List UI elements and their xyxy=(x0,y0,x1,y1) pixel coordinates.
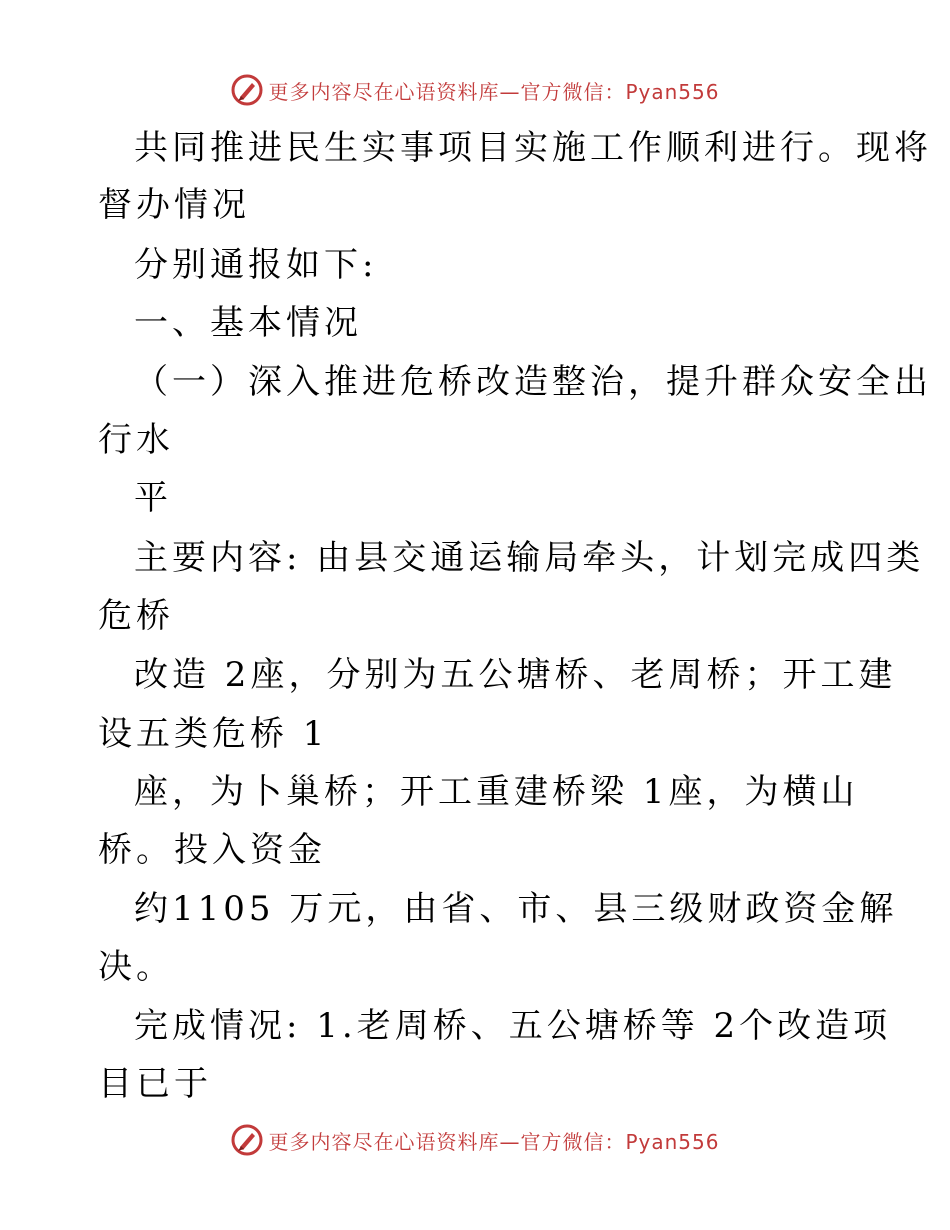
body-line-14: 约1105 万元，由省、市、县三级财政资金解 xyxy=(134,889,898,929)
pen-logo-icon xyxy=(230,1123,264,1157)
body-line-16: 完成情况: 1.老周桥、五公塘桥等 2个改造项 xyxy=(134,1006,892,1046)
body-line-10: 改造 2座，分别为五公塘桥、老周桥；开工建 xyxy=(134,655,897,695)
footer-banner-text: 更多内容尽在心语资料库—官方微信：Pyan556 xyxy=(268,1129,720,1154)
body-line-7: 平 xyxy=(134,478,172,518)
body-line-3: 分别通报如下: xyxy=(134,245,378,285)
body-line-12: 座，为卜巢桥；开工重建桥梁 1座，为横山 xyxy=(134,772,859,812)
body-line-15: 决。 xyxy=(98,947,174,987)
section-heading: 一、基本情况 xyxy=(134,303,362,343)
body-line-11: 设五类危桥 1 xyxy=(98,714,329,754)
body-line-13: 桥。投入资金 xyxy=(98,830,326,870)
body-line-6: 行水 xyxy=(98,420,174,460)
header-banner-text: 更多内容尽在心语资料库—官方微信：Pyan556 xyxy=(268,79,720,104)
body-line-1: 共同推进民生实事项目实施工作顺利进行。现将 xyxy=(134,128,932,168)
body-line-9: 危桥 xyxy=(98,596,174,636)
subsection-heading: （一）深入推进危桥改造整治，提升群众安全出 xyxy=(134,362,932,402)
footer-banner xyxy=(0,1120,950,1160)
body-line-2: 督办情况 xyxy=(98,185,250,225)
body-line-17: 目已于 xyxy=(98,1064,212,1104)
body-line-8: 主要内容: 由县交通运输局牵头，计划完成四类 xyxy=(134,538,925,578)
